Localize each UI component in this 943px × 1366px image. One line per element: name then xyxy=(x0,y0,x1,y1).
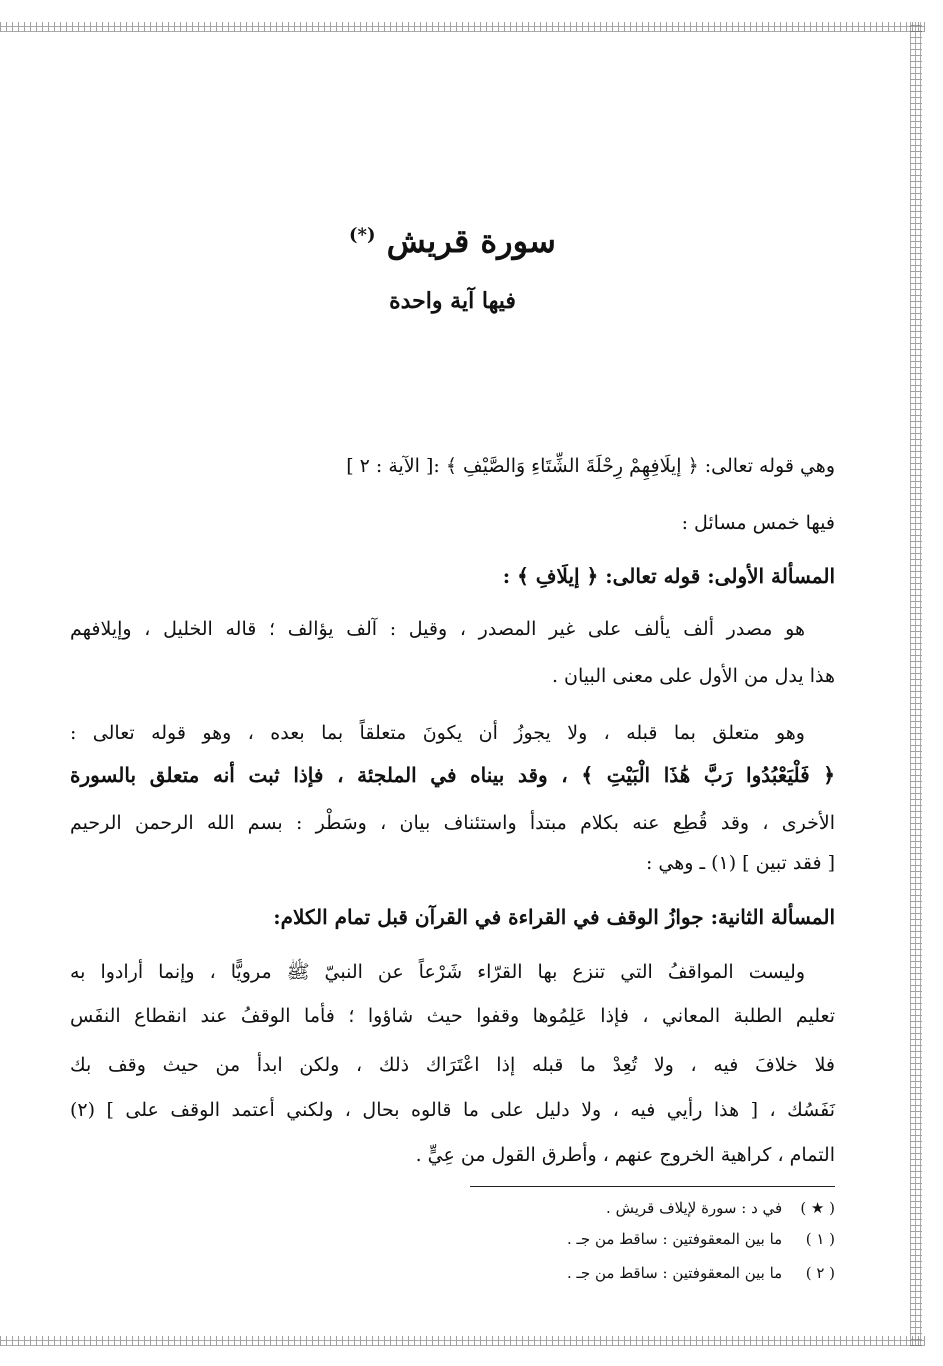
section-heading-1: المسألة الأولى: قوله تعالى: ﴿ إيلَافِ ﴾ : xyxy=(502,564,835,588)
text-line-6: ﴿ فَلْيَعْبُدُوا رَبَّ هَٰذَا الْبَيْتِ ﴾ ، وقد بيناه في الملجئة ، فإذا ثبت أنه متعلق بالسورة xyxy=(70,763,835,787)
surah-subtitle: فيها آية واحدة xyxy=(389,288,516,314)
text-line-2: فيها خمس مسائل : xyxy=(681,512,835,534)
footnote-text: في د : سورة لإيلاف قريش . xyxy=(606,1199,783,1217)
text-line-1: وهي قوله تعالى: ﴿ إيلَافِهِمْ رِحْلَةَ الشِّتَاءِ وَالصَّيْفِ ﴾ :[ الآية : ٢ ] xyxy=(346,455,835,477)
footnote-text: ما بين المعقوفتين : ساقط من جـ . xyxy=(567,1264,783,1282)
text-line-5: وهو متعلق بما قبله ، ولا يجوزُ أن يكونَ متعلقاً بما بعده ، وهو قوله تعالى : xyxy=(70,722,805,744)
text-line-8: [ فقد تبين ] (١) ـ وهي : xyxy=(645,852,835,874)
footnote-separator xyxy=(470,1186,835,1187)
surah-title-footnote-mark: (*) xyxy=(349,224,376,246)
text-line-12: نَفَسُك ، [ هذا رأيي فيه ، ولا دليل على ما قالوه بحال ، ولكني أعتمد الوقف على ] (٢) xyxy=(70,1099,836,1121)
footnote-mark: ( ★ ) xyxy=(800,1199,835,1217)
page-border-bottom xyxy=(0,1336,925,1346)
footnote-item xyxy=(475,1197,835,1219)
footnote-mark: ( ٢ ) xyxy=(805,1264,835,1282)
footnote-text: ما بين المعقوفتين : ساقط من جـ . xyxy=(567,1230,783,1248)
text-line-7: الأخرى ، وقد قُطِع عنه بكلام مبتدأ واستئناف بيان ، وسَطْر : بسم الله الرحمن الرحيم xyxy=(70,812,835,834)
text-line-3: هو مصدر ألف يألف على غير المصدر ، وقيل : آلف يؤالف ؛ قاله الخليل ، وإيلافهم xyxy=(70,618,805,640)
text-line-10: تعليم الطلبة المعاني ، فإذا عَلِمُوها وقفوا حيث شاؤوا ؛ فأما الوقفُ عند انقطاع النفَس xyxy=(70,1005,835,1027)
text-line-4: هذا يدل من الأول على معنى البيان . xyxy=(551,665,835,687)
text-line-9: وليست المواقفُ التي تنزع بها القرّاء شَرْعاً عن النبيّ ﷺ مرويًّا ، وإنما أرادوا به xyxy=(70,961,805,983)
page-border-top xyxy=(0,22,925,32)
footnote-mark: ( ١ ) xyxy=(805,1230,835,1248)
page-border-right xyxy=(910,22,922,1346)
text-line-11: فلا خلافَ فيه ، ولا تُعِدْ ما قبله إذا اعْتَرَاك ذلك ، ولكن ابدأ من حيث وقف بك xyxy=(70,1054,835,1076)
text-line-13: التمام ، كراهية الخروج عنهم ، وأطرق القول من عِيٍّ . xyxy=(415,1144,835,1166)
footnote-item xyxy=(475,1228,835,1250)
surah-title xyxy=(70,222,835,260)
footnote-item xyxy=(475,1262,835,1284)
surah-title-text: سورة قريش xyxy=(386,222,556,260)
section-heading-2: المسألة الثانية: جوازُ الوقف في القراءة في القرآن قبل تمام الكلام: xyxy=(273,905,835,929)
